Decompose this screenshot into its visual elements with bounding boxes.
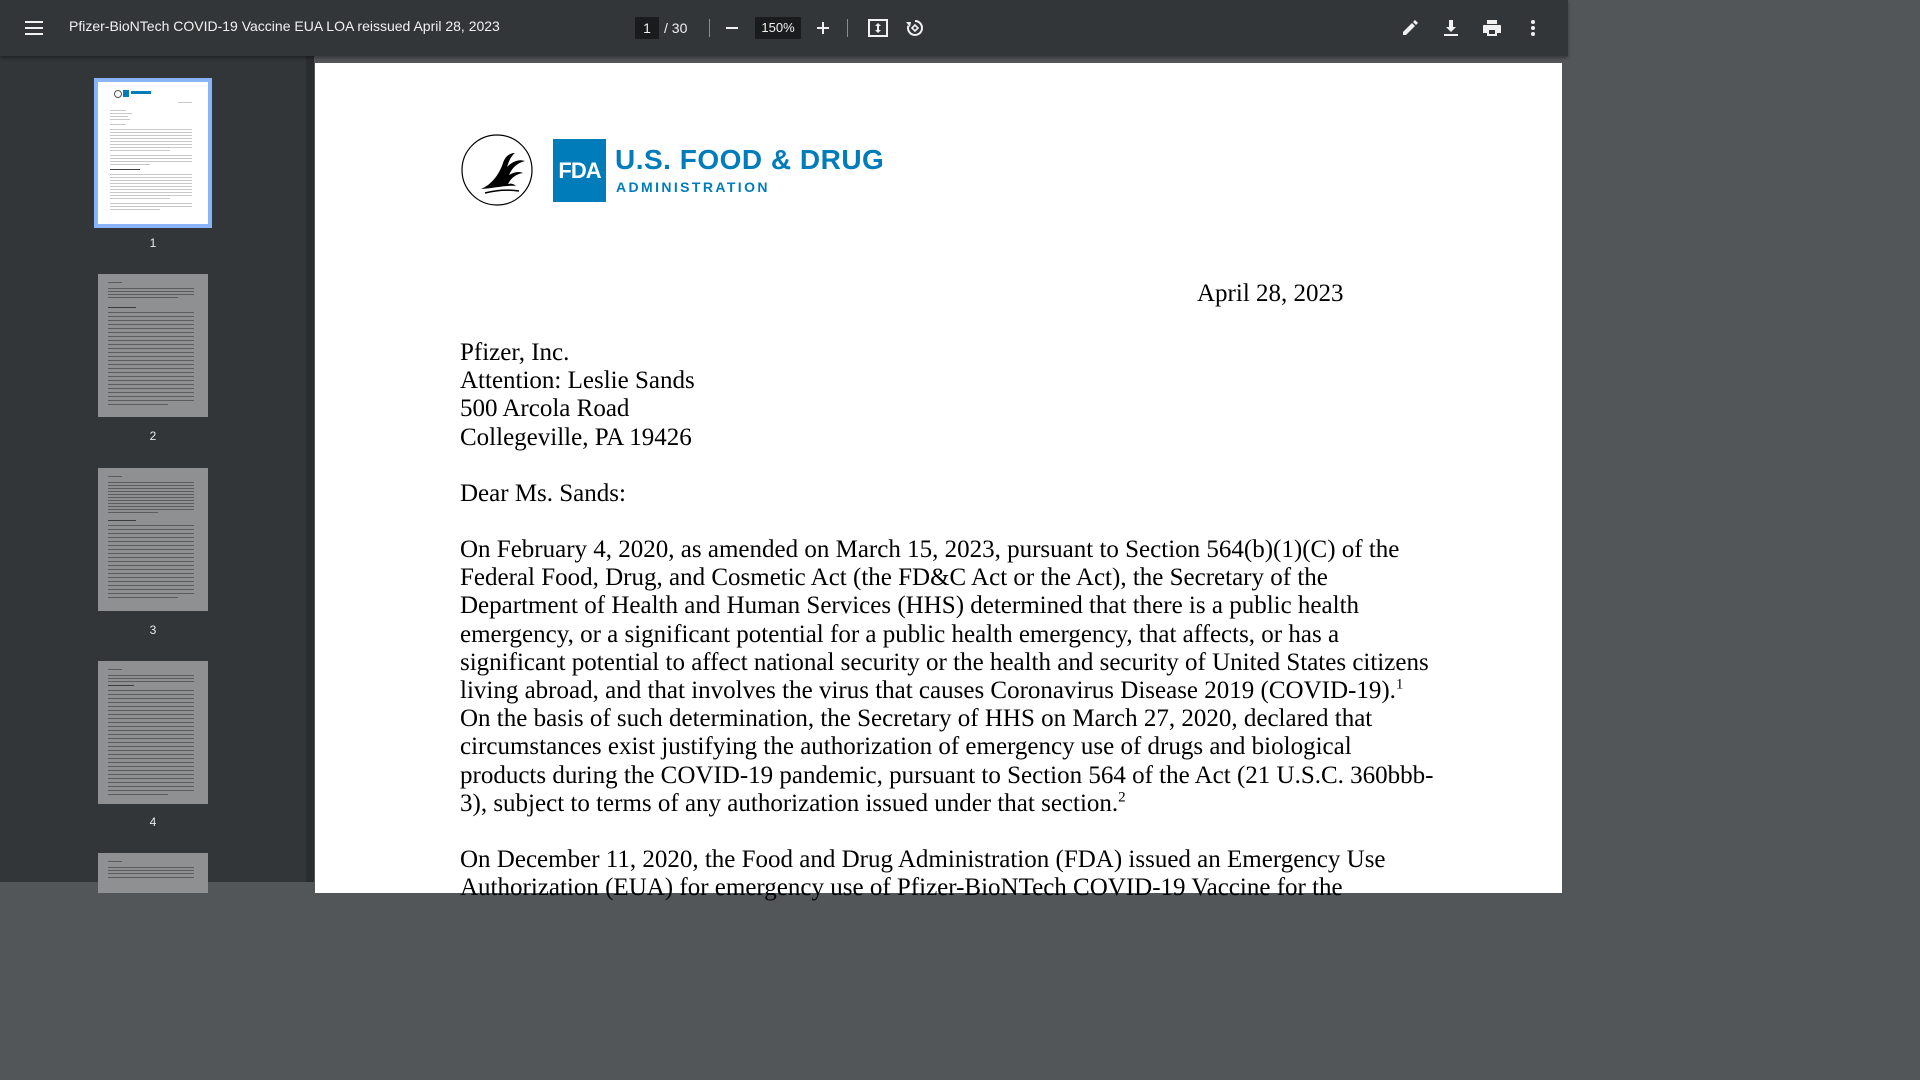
thumbnail-fda-logo bbox=[123, 90, 129, 97]
paragraph-line: emergency, or a significant potential for a public health emergency, that affects, or has a bbox=[460, 620, 1340, 648]
recipient-address bbox=[460, 339, 695, 452]
paragraph-line: Authorization (EUA) for emergency use of Pfizer-BioNTech COVID-19 Vaccine for the bbox=[460, 874, 1343, 902]
page-thumbnail-4[interactable] bbox=[98, 661, 208, 804]
page-thumbnail-5[interactable] bbox=[98, 853, 208, 893]
fda-agency-subtitle: ADMINISTRATION bbox=[616, 179, 770, 195]
document-title: Pfizer-BioNTech COVID-19 Vaccine EUA LOA reissued April 28, 2023 bbox=[69, 18, 500, 34]
address-line: 500 Arcola Road bbox=[460, 395, 630, 423]
page-number-input[interactable]: 1 bbox=[635, 17, 659, 39]
paragraph-line: products during the COVID-19 pandemic, pursuant to Section 564 of the Act (21 U.S.C. 360bbb- bbox=[460, 761, 1434, 789]
salutation: Dear Ms. Sands: bbox=[460, 480, 626, 507]
more-options-icon[interactable] bbox=[1519, 14, 1547, 42]
paragraph-line: living abroad, and that involves the virus that causes Coronavirus Disease 2019 (COVID-19). bbox=[460, 677, 1396, 705]
toolbar-divider bbox=[847, 19, 848, 37]
address-line: Attention: Leslie Sands bbox=[460, 367, 695, 395]
footnote-ref-1[interactable]: 1 bbox=[1395, 676, 1404, 693]
thumbnail-number: 4 bbox=[149, 815, 157, 829]
paragraph-line: 3), subject to terms of any authorization issued under that section. bbox=[460, 789, 1119, 817]
paragraph-line-with-footnote bbox=[460, 677, 1433, 705]
download-icon[interactable] bbox=[1437, 14, 1465, 42]
paragraph-line: Federal Food, Drug, and Cosmetic Act (the FD&C Act or the Act), the Secretary of the bbox=[460, 564, 1328, 592]
thumbnail-sidebar bbox=[0, 56, 306, 882]
rotate-icon[interactable] bbox=[901, 14, 929, 42]
print-icon[interactable] bbox=[1478, 14, 1506, 42]
pen-annotate-icon[interactable] bbox=[1396, 14, 1424, 42]
toolbar-divider bbox=[709, 19, 710, 37]
paragraph-line: significant potential to affect national security or the health and security of United States citizens bbox=[460, 648, 1429, 676]
fit-page-icon[interactable] bbox=[864, 14, 892, 42]
paragraph-line: On the basis of such determination, the Secretary of HHS on March 27, 2020, declared that bbox=[460, 705, 1373, 733]
zoom-level-input[interactable]: 150% bbox=[755, 17, 801, 39]
paragraph-line: circumstances exist justifying the authorization of emergency use of drugs and biological bbox=[460, 733, 1352, 761]
sidebar-scrollbar[interactable] bbox=[306, 56, 314, 882]
fda-logo-mark: FDA bbox=[553, 139, 606, 202]
thumbnail-number: 2 bbox=[149, 429, 157, 443]
page-thumbnail-2[interactable] bbox=[98, 274, 208, 417]
thumbnail-seal-icon bbox=[114, 90, 122, 98]
zoom-out-icon[interactable] bbox=[718, 14, 746, 42]
thumbnail-number: 1 bbox=[149, 236, 157, 250]
paragraph-line: Department of Health and Human Services (HHS) determined that there is a public health bbox=[460, 592, 1360, 620]
thumbnail-number: 3 bbox=[149, 623, 157, 637]
fda-agency-name: U.S. FOOD & DRUG bbox=[615, 144, 885, 175]
letter-date: April 28, 2023 bbox=[1197, 280, 1344, 307]
footnote-ref-2[interactable]: 2 bbox=[1118, 789, 1126, 806]
page-thumbnail-3[interactable] bbox=[98, 468, 208, 611]
body-paragraph-1 bbox=[460, 536, 1433, 818]
paragraph-line: On December 11, 2020, the Food and Drug Administration (FDA) issued an Emergency Use bbox=[460, 846, 1386, 873]
address-line: Collegeville, PA 19426 bbox=[460, 423, 692, 451]
body-paragraph-2 bbox=[460, 846, 1386, 902]
hamburger-menu-icon[interactable] bbox=[20, 14, 48, 42]
pdf-toolbar bbox=[0, 0, 1568, 56]
zoom-in-icon[interactable] bbox=[809, 14, 837, 42]
paragraph-line: On February 4, 2020, as amended on March 15, 2023, pursuant to Section 564(b)(1)(C) of the bbox=[460, 536, 1400, 563]
address-line: Pfizer, Inc. bbox=[460, 339, 570, 366]
thumbnail-fda-logo-text bbox=[131, 91, 151, 94]
page-total: / 30 bbox=[664, 20, 688, 36]
hhs-seal-logo bbox=[461, 133, 533, 207]
paragraph-line-with-footnote bbox=[460, 790, 1433, 818]
page-thumbnail-1[interactable] bbox=[94, 78, 212, 228]
